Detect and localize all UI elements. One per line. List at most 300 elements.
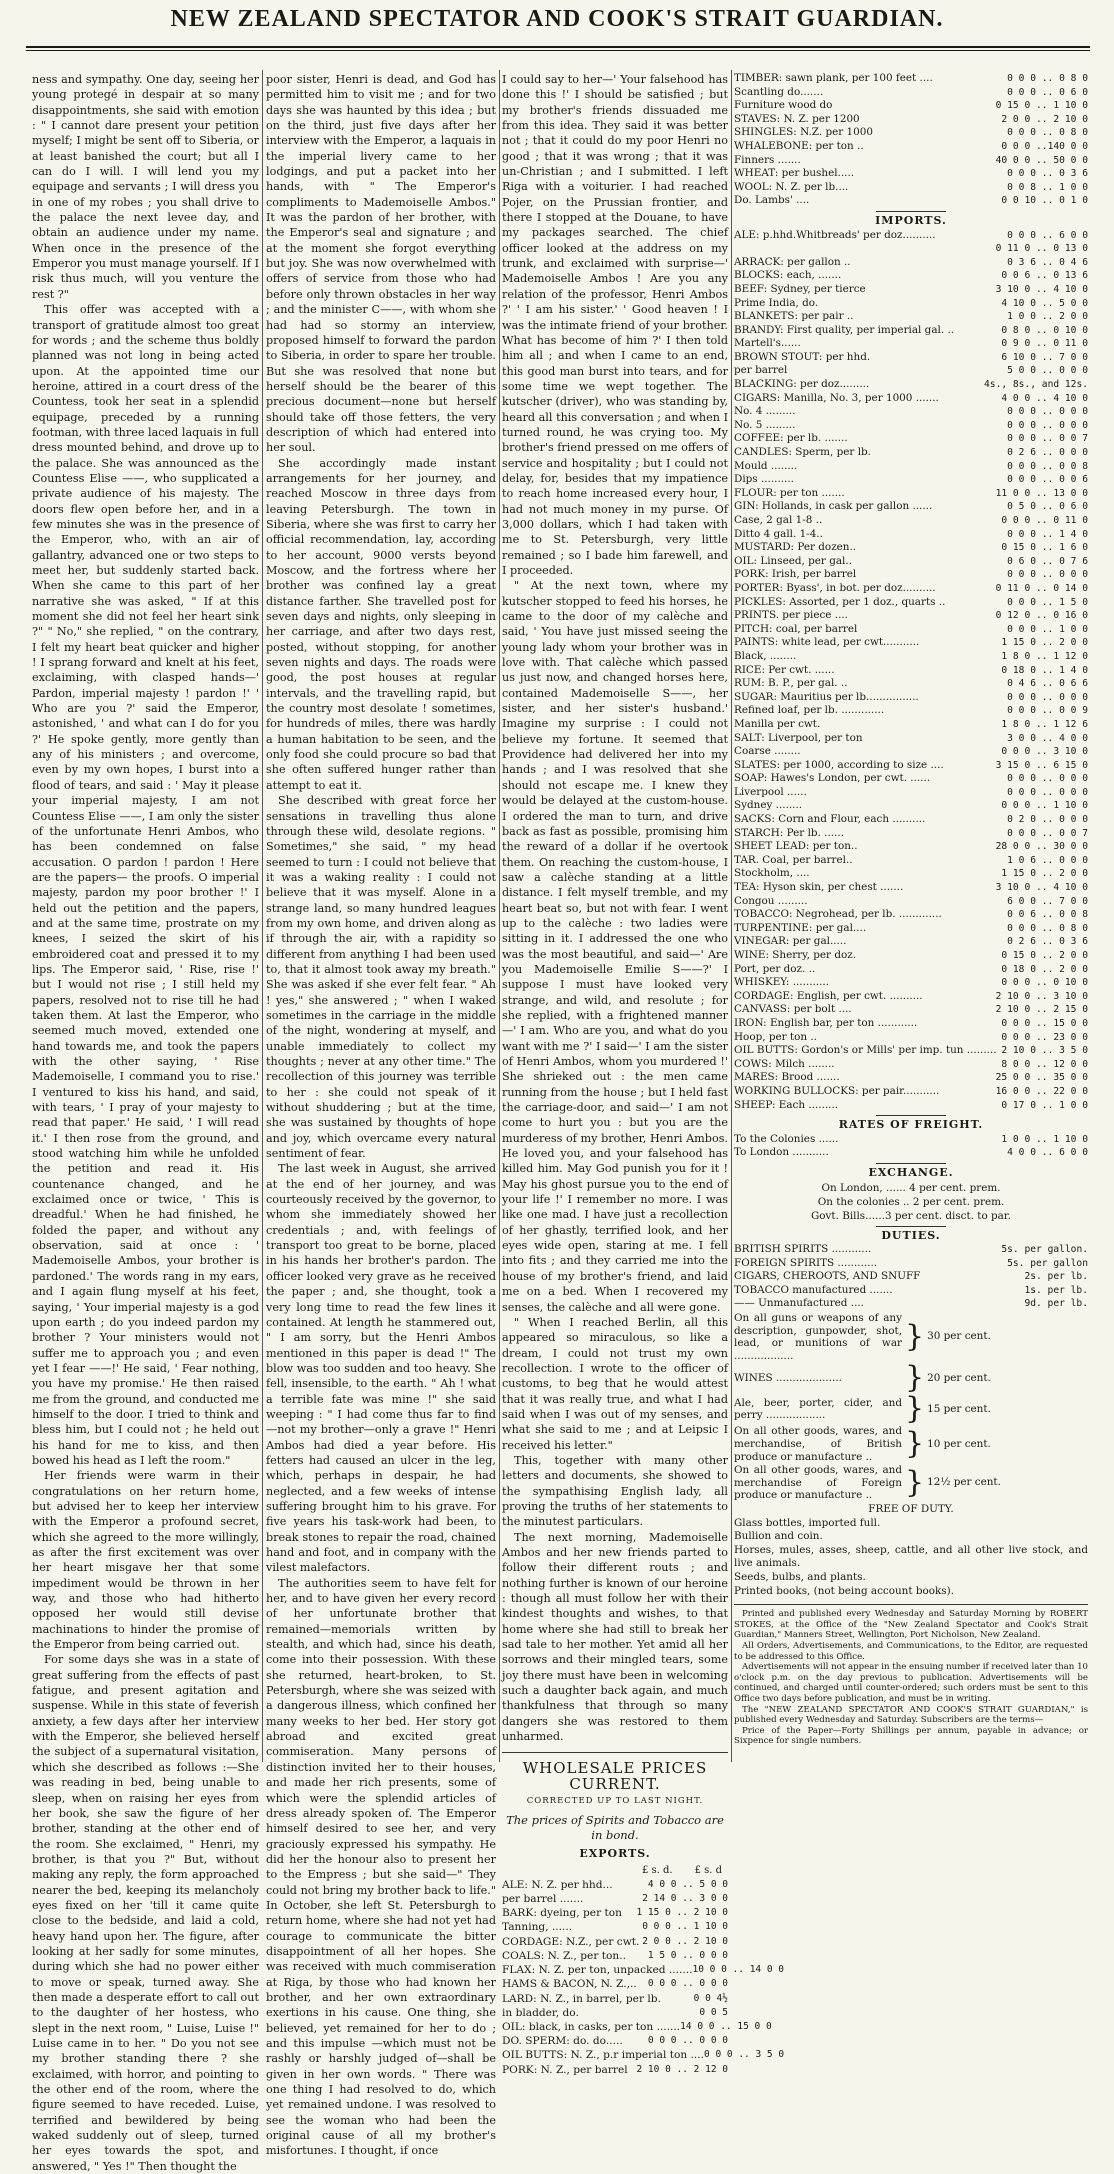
price-value: 0 0 5 bbox=[699, 2006, 728, 2018]
price-value: 0 0 0 .. 15 0 0 bbox=[1001, 1017, 1088, 1029]
price-value: 4 0 0 .. 5 0 0 bbox=[647, 1878, 728, 1890]
price-item: Mould ........ bbox=[734, 459, 798, 472]
price-value: 3 0 0 .. 4 0 0 bbox=[1007, 732, 1088, 744]
price-header bbox=[502, 1863, 728, 1878]
price-value: 0 0 0 .. 1 10 0 bbox=[642, 1921, 728, 1933]
price-value: 1 15 0 .. 2 10 0 bbox=[636, 1907, 728, 1919]
price-value: 2 14 0 .. 3 0 0 bbox=[642, 1893, 728, 1905]
duty-group-label: On all other goods, wares, and merchandise of Foreign produce or manufacture .. bbox=[734, 1464, 902, 1502]
price-header-low: £ s. d. bbox=[641, 1864, 673, 1876]
price-value: 0 0 0 .. 0 6 0 bbox=[1007, 86, 1088, 98]
price-item: OIL: black, in casks, per ton ....... bbox=[502, 2020, 681, 2033]
price-value: 0 0 0 .. 0 10 0 bbox=[1001, 977, 1088, 989]
price-value: 1 0 0 .. 1 10 0 bbox=[1001, 1133, 1088, 1145]
price-value: 0 15 0 .. 1 6 0 bbox=[1001, 542, 1088, 554]
price-item: SALT: Liverpool, per ton bbox=[734, 731, 863, 744]
paragraph: ness and sympathy. One day, seeing her young protegé in despair at so many disappointments, she said with emotion : " I cannot dare present your petition myself; I might be sent off to Siberia, or at least banished the court; but all I can do I will. I will lend you my equipage and servants ; I will dress you in one of my robes ; you shall drive to the palace the next levee day, and obtain an audience under my name. When once in the presence of the Emperor you must manage yourself. If I risk thus much, will you venture the rest ?" bbox=[32, 73, 259, 301]
price-value: 2 10 0 .. 2 12 0 bbox=[636, 2063, 728, 2075]
price-value: 0 5 0 .. 0 6 0 bbox=[1007, 501, 1088, 513]
masthead-rule-bottom bbox=[26, 50, 1090, 51]
price-item: STAVES: N. Z. per 1200 bbox=[734, 112, 860, 125]
price-item: SOAP: Hawes's London, per cwt. ...... bbox=[734, 772, 931, 785]
price-row bbox=[734, 113, 1088, 127]
price-item: Hoop, per ton .. bbox=[734, 1030, 817, 1043]
price-row bbox=[734, 528, 1088, 542]
brace: } bbox=[905, 1465, 925, 1501]
price-item: FLAX: N. Z. per ton, unpacked ....... bbox=[502, 1964, 693, 1977]
price-value: 4 0 0 .. 6 0 0 bbox=[1007, 1147, 1088, 1159]
price-value: 0 0 0 .. 0 0 0 bbox=[647, 1978, 728, 1990]
prices-column bbox=[734, 72, 1088, 1762]
price-value: 0 11 0 .. 0 13 0 bbox=[995, 243, 1088, 255]
duty-group-rate: 20 per cent. bbox=[927, 1371, 991, 1384]
price-value: 0 0 0 .. 0 0 0 bbox=[647, 2035, 728, 2047]
price-row bbox=[734, 351, 1088, 365]
imprint-line: Printed and published every Wednesday and Saturday Morning by ROBERT STOKES, at the Office of the "New Zealand Spectator and Cook's Strait Guardian," Manners Street, Wellington, Port Nicholson, New Zealand. bbox=[734, 1609, 1088, 1641]
price-row bbox=[734, 596, 1088, 610]
price-row bbox=[734, 1243, 1088, 1257]
price-value: 0 0 0 .. 1 5 0 bbox=[1007, 596, 1088, 608]
price-value: 0 0 6 .. 0 0 8 bbox=[1007, 909, 1088, 921]
price-item: BARK: dyeing, per ton bbox=[502, 1907, 622, 1920]
price-row bbox=[734, 167, 1088, 181]
price-item: FOREIGN SPIRITS ............ bbox=[734, 1256, 878, 1269]
price-value: 2 10 0 .. 3 10 0 bbox=[995, 990, 1088, 1002]
price-item: ALE: p.hhd.Whitbreads' per doz.......... bbox=[734, 228, 936, 241]
price-item: MARES: Brood ....... bbox=[734, 1071, 840, 1084]
article-column-1 bbox=[32, 72, 259, 2173]
masthead-rule-top bbox=[26, 46, 1090, 48]
price-row bbox=[734, 1058, 1088, 1072]
exchange-row: On the colonies .. 2 per cent. prem. bbox=[817, 1195, 1005, 1208]
paragraph: She described with great force her sensations in travelling thus alone through these wild, desolate regions. " Sometimes," she said, " my head seemed to turn : I could not believe that it was a waking reality : I could not believe that it was myself. Alone in a strange land, so many hundred leagues from my own home, and driven along as if through the air, with a rapidity so different from anything I had been used to, that it almost took away my breath." She was asked if she ever felt fear. " Ah ! yes," she answered ; " when I waked sometimes in the carriage in the middle of the night, wondering at myself, and unable immediately to collect my thoughts ; never at any other time." The recollection of this journey was terrible to her : she could not speak of it without shuddering ; but at the time, she was sustained by thoughts of hope and joy, which overcame every natural sentiment of fear. bbox=[266, 794, 496, 1161]
price-value: 0 0 0 .. 0 0 7 bbox=[1007, 433, 1088, 445]
exports-heading bbox=[502, 1846, 728, 1861]
price-row bbox=[734, 704, 1088, 718]
paragraph: The authorities seem to have felt for her, and to have given her every record of her unfortunate brother that remained—memorials written by stealth, and which had, since his death, come into their possession. With these she returned, heart-broken, to St. Petersburgh, where she was seized with a dangerous illness, which confined her many weeks to her bed. Her story got abroad and excited great commiseration. Many persons of distinction invited her to their houses, and made her rich presents, some of which were the splendid articles of dress already spoken of. The Emperor himself desired to see her, and very graciously expressed his sympathy. He did her the honour also to present her to the Empress ; but she said—" They could not bring my brother back to life." In October, she left St. Petersburgh to return home, where she had not yet had courage to communicate the bitter disappointment of all her hopes. She was received with much commiseration at Riga, by those who had known her brother, and her own extraordinary exertions in his cause. One thing, she believed, yet remained for her to do ; and this impulse —which must not be rashly or harshly judged of—shall be given in her own words. " There was one thing I had resolved to do, which yet remained undone. I was resolved to see the woman who had been the original cause of all my brother's misfortunes. I thought, if once bbox=[266, 1576, 496, 2158]
section-title: WHOLESALE PRICES CURRENT. bbox=[522, 1759, 708, 1793]
price-value: 5s. per gallon. bbox=[1001, 1244, 1088, 1256]
price-item: BRANDY: First quality, per imperial gal. .. bbox=[734, 323, 955, 336]
price-row bbox=[734, 432, 1088, 446]
price-row bbox=[734, 194, 1088, 208]
price-value: 0 0 0 .. 1 0 0 bbox=[1007, 623, 1088, 635]
free-list bbox=[734, 1517, 1088, 1599]
freight-title: RATES OF FREIGHT. bbox=[838, 1118, 984, 1132]
price-row bbox=[734, 854, 1088, 868]
price-row bbox=[734, 1257, 1088, 1271]
paragraph: This, together with many other letters and documents, she showed to the sympathising English lady, all proving the truths of her statements to the minutest particulars. bbox=[502, 1453, 728, 1529]
price-item: SHINGLES: N.Z. per 1000 bbox=[734, 126, 873, 139]
price-value: 0 0 0 .. 0 0 8 bbox=[1007, 460, 1088, 472]
price-value: 2 10 0 .. 3 5 0 bbox=[1001, 1045, 1088, 1057]
price-item: SUGAR: Mauritius per lb................ bbox=[734, 690, 919, 703]
price-item: To London ........... bbox=[734, 1146, 829, 1159]
price-item: WINE: Sherry, per doz. bbox=[734, 949, 857, 961]
paragraph: poor sister, Henri is dead, and God has permitted him to visit me ; and for two days she was haunted by this idea ; but on the third, just five days after her interview with the Emperor, a laquais in the imperial livery came to her lodgings, and put a packet into her hands, with " The Emperor's compliments to Mademoiselle Ambos." It was the pardon of her brother, with the Emperor's seal and signature ; and at the moment she forgot everything but joy. She was now overwhelmed with offers of service from those who had before only thrown obstacles in her way ; and the minister C——, with whom she had had so stormy an interview, proposed himself to forward the pardon to Siberia, in order to spare her trouble. But she was resolved that none but herself should be the bearer of this precious document—none but herself should take off those fetters, the very description of which had entered into her soul. bbox=[266, 73, 496, 455]
duty-group-rate: 10 per cent. bbox=[927, 1437, 991, 1450]
price-row bbox=[734, 1044, 1088, 1058]
price-value: 11 0 0 .. 13 0 0 bbox=[995, 487, 1088, 499]
price-item: Case, 2 gal 1-8 .. bbox=[734, 514, 823, 526]
price-value: 0 2 6 .. 0 3 6 bbox=[1007, 936, 1088, 948]
exchange-heading bbox=[734, 1163, 1088, 1180]
free-item: Seeds, bulbs, and plants. bbox=[734, 1570, 866, 1583]
free-item: Bullion and coin. bbox=[734, 1530, 823, 1543]
duty-group bbox=[734, 1464, 1088, 1502]
paragraph: The next morning, Mademoiselle Ambos and her new friends parted to follow their different routs ; and nothing further is known of our heroine : though all must follow her with their kindest thoughts and wishes, to that home where she had still to break her sad tale to her mother. Yet amid all her sorrows and their mingled tears, some joy there must have been in welcoming such a daughter back again, and much thankfulness that through so many dangers she was restored to them unharmed. bbox=[502, 1530, 728, 1744]
price-value: 1 15 0 .. 2 0 0 bbox=[1001, 637, 1088, 649]
price-item: PAINTS: white lead, per cwt........... bbox=[734, 636, 920, 649]
price-row bbox=[734, 623, 1088, 637]
price-value: 0 0 0 .. 0 0 0 bbox=[1007, 569, 1088, 581]
price-value: 0 12 0 .. 0 16 0 bbox=[995, 610, 1088, 622]
price-value: 0 0 0 .. 0 0 0 bbox=[1007, 773, 1088, 785]
free-item: Horses, mules, asses, sheep, cattle, and all other live stock, and live animals. bbox=[734, 1543, 1088, 1570]
price-row bbox=[734, 72, 1088, 86]
price-item: PITCH: coal, per barrel bbox=[734, 622, 858, 635]
price-value: 0 0 0 .. 23 0 0 bbox=[1001, 1031, 1088, 1043]
exports-title: EXPORTS. bbox=[579, 1847, 651, 1861]
price-value: 0 0 0 .. 1 10 0 bbox=[1001, 800, 1088, 812]
price-row bbox=[734, 555, 1088, 569]
price-value: 4 10 0 .. 5 0 0 bbox=[1001, 297, 1088, 309]
duty-group-rate: 30 per cent. bbox=[927, 1330, 991, 1343]
price-value: 0 18 0 .. 1 4 0 bbox=[1001, 664, 1088, 676]
price-value: 0 8 0 .. 0 10 0 bbox=[1001, 324, 1088, 336]
price-row bbox=[734, 1017, 1088, 1031]
price-value: 0 0 0 .. 0 11 0 bbox=[1001, 515, 1088, 526]
price-row bbox=[734, 1270, 1088, 1284]
price-row bbox=[734, 636, 1088, 650]
price-row bbox=[734, 487, 1088, 501]
price-item: Sydney ........ bbox=[734, 799, 803, 812]
price-item: Dips .......... bbox=[734, 473, 794, 486]
duty-group-rate: 12½ per cent. bbox=[927, 1476, 1001, 1489]
price-value: 0 18 0 .. 2 0 0 bbox=[1001, 963, 1088, 975]
price-row bbox=[734, 140, 1088, 154]
price-item: Tanning, ...... bbox=[502, 1921, 573, 1934]
price-row bbox=[734, 609, 1088, 623]
price-row bbox=[734, 867, 1088, 881]
price-item: TIMBER: sawn plank, per 100 feet .... bbox=[734, 72, 933, 84]
price-value: 0 0 0 .. 0 0 6 bbox=[1007, 474, 1088, 486]
exchange-list bbox=[734, 1181, 1088, 1223]
price-row bbox=[734, 283, 1088, 297]
price-row bbox=[502, 1949, 728, 1963]
price-item: TOBACCO: Negrohead, per lb. ............. bbox=[734, 908, 942, 921]
price-row bbox=[502, 1992, 728, 2006]
column-rule bbox=[262, 70, 263, 1762]
price-value: 0 0 8 .. 1 0 0 bbox=[1007, 181, 1088, 193]
duties-title: DUTIES. bbox=[881, 1228, 941, 1242]
price-item: Black, ........ bbox=[734, 649, 797, 662]
price-row bbox=[734, 976, 1088, 990]
price-row bbox=[734, 256, 1088, 270]
price-item: MUSTARD: Per dozen.. bbox=[734, 541, 857, 554]
price-value: 0 0 0 .. 3 10 0 bbox=[1001, 746, 1088, 758]
price-item: RUM: B. P., per gal. .. bbox=[734, 677, 848, 690]
section-subtitle: CORRECTED UP TO LAST NIGHT. bbox=[526, 1796, 704, 1807]
price-value: 28 0 0 .. 30 0 0 bbox=[995, 841, 1088, 853]
price-row bbox=[734, 813, 1088, 827]
price-row bbox=[734, 895, 1088, 909]
price-item: RICE: Per cwt. ...... bbox=[734, 663, 835, 676]
price-row bbox=[734, 460, 1088, 474]
price-row bbox=[502, 1935, 728, 1949]
price-row bbox=[734, 405, 1088, 419]
price-row bbox=[502, 2006, 728, 2020]
price-row bbox=[734, 181, 1088, 195]
price-item: SHEEP: Each ......... bbox=[734, 1098, 839, 1111]
price-value: 3 10 0 .. 4 10 0 bbox=[995, 283, 1088, 295]
price-row bbox=[734, 759, 1088, 773]
column-rule bbox=[731, 70, 732, 1762]
masthead: NEW ZEALAND SPECTATOR AND COOK'S STRAIT GUARDIAN. bbox=[170, 6, 944, 32]
price-item: COWS: Milch ........ bbox=[734, 1057, 835, 1070]
paragraph: " When I reached Berlin, all this appeared so miraculous, so like a dream, I could not trust my own recollection. I wrote to the officer of customs, to beg that he would attest that it was really true, and what I had said when I was out of my senses, and what she said to me ; and at Leipsic I received his letter." bbox=[502, 1315, 728, 1452]
price-value: 1 8 0 .. 1 12 0 bbox=[1001, 650, 1088, 662]
price-item: COALS: N. Z., per ton.. bbox=[502, 1949, 626, 1962]
price-row bbox=[734, 1003, 1088, 1017]
free-item: Printed books, (not being account books). bbox=[734, 1584, 954, 1597]
price-value: 0 17 0 .. 1 0 0 bbox=[1001, 1099, 1088, 1111]
price-row bbox=[734, 745, 1088, 759]
price-item: OIL BUTTS: N. Z., p.r imperial ton .... bbox=[502, 2049, 704, 2062]
duty-group-rate: 15 per cent. bbox=[927, 1402, 991, 1415]
exchange-row: Govt. Bills......3 per cent. disct. to par. bbox=[810, 1209, 1011, 1222]
price-row bbox=[502, 1906, 728, 1920]
price-item: Stockholm, .... bbox=[734, 867, 810, 880]
price-value: 25 0 0 .. 35 0 0 bbox=[995, 1072, 1088, 1084]
price-value: 1 0 0 .. 2 0 0 bbox=[1007, 311, 1088, 323]
price-item: VINEGAR: per gal..... bbox=[734, 935, 847, 948]
price-item: OIL: Linseed, per gal.. bbox=[734, 554, 852, 567]
price-row bbox=[734, 419, 1088, 433]
article-column-2 bbox=[266, 72, 496, 2158]
price-row bbox=[734, 827, 1088, 841]
price-value: 1s. per lb. bbox=[1024, 1284, 1088, 1296]
price-item: BEEF: Sydney, per tierce bbox=[734, 282, 866, 295]
brace: } bbox=[905, 1426, 925, 1462]
brace: } bbox=[905, 1319, 925, 1355]
price-item: ALE: N. Z. per hhd... bbox=[502, 1878, 613, 1891]
price-value: 0 0 0 .. 0 0 7 bbox=[1007, 827, 1088, 839]
price-item: CIGARS, CHEROOTS, AND SNUFF bbox=[734, 1270, 921, 1283]
price-value: 8 0 0 .. 12 0 0 bbox=[1001, 1058, 1088, 1070]
duty-group bbox=[734, 1360, 1088, 1396]
price-value: 0 6 0 .. 0 7 6 bbox=[1007, 555, 1088, 567]
duty-group bbox=[734, 1391, 1088, 1427]
paragraph: Her friends were warm in their congratulations on her return home, but advised her to keep her interview with the Emperor a profound secret, which she agreed to the more willingly, as after the first excitement was over her heart misgave her that some impediment would be thrown in her way, and those who had hitherto opposed her would still devise machinations to hinder the promise of the Emperor from being carried out. bbox=[32, 1469, 259, 1652]
duties-heading bbox=[734, 1226, 1088, 1243]
price-item: BLOCKS: each, ....... bbox=[734, 269, 842, 282]
price-value: 0 2 6 .. 0 0 0 bbox=[1007, 447, 1088, 459]
paragraph: This offer was accepted with a transport of gratitude almost too great for words ; and the scheme thus boldly planned was not long in being acted upon. At the appointed time our heroine, attired in a court dress of the Countess, took her seat in a splendid equipage, preceded by a running footman, with three laced laquais in full dress mounted behind, and drove up to the palace. She was announced as the Countess Elise ——, who supplicated a private audience of his majesty. The doors flew open before her, and in a few minutes she was in the presence of the Emperor, who, with an air of gallantry, advanced one or two steps to meet her, but suddenly started back. When she came to this part of her narrative she was asked, " If at this moment she did not feel her heart sink ?" " No," she replied, " on the contrary, I felt my heart beat quicker and higher ! I sprang forward and knelt at his feet, exclaiming, with clasped hands—' Pardon, imperial majesty ! pardon !' ' Who are you ?' said the Emperor, astonished, ' and what can I do for you ?' He spoke gently, more gently than any of his ministers ; and overcome, even by my own hopes, I burst into a flood of tears, and said : ' May it please your imperial majesty, I am not Countess Elise ——, I am only the sister of the unfortunate Henri Ambos, who has been condemned on false accusation. O pardon ! pardon ! Here are the papers— the proofs. O imperial majesty, pardon my poor brother !' I held out the petition and the papers, and at the same time, prostrate on my knees, I seized the skirt of his embroidered coat and pressed it to my lips. The Emperor said, ' Rise, rise !' but I would not rise ; I still held my papers, resolved not to rise till he had taken them. At last the Emperor, who seemed much moved, extended one hand towards me, and took the papers with the other saying, ' Rise Mademoiselle, I command you to rise.' I ventured to kiss his hand, and said, with tears, ' I pray of your majesty to read that paper.' He said, ' I will read it.' I then rose from the ground, and stood watching him while he unfolded the petition and read it. His countenance changed, and he exclaimed once or twice, ' This is dreadful.' When he had finished, he folded the paper, and without any observation, said at once : ' Mademoiselle Ambos, your brother is pardoned.' The words rang in my ears, and I again flung myself at his feet, saying, ' Your imperial majesty is a god upon earth ; do you indeed pardon my brother ? Your ministers would not suffer me to approach you ; and even yet I fear ——!' He said, ' Fear nothing, you have my promise.' He then raised me from the ground, and conducted me himself to the door. I tried to think and bless him, but I could not ; he held out his hand for me to kiss, and then bowed his head as I left the room." bbox=[32, 303, 259, 1467]
price-row bbox=[734, 473, 1088, 487]
free-item: Glass bottles, imported full. bbox=[734, 1516, 881, 1529]
price-row bbox=[734, 582, 1088, 596]
price-row bbox=[734, 446, 1088, 460]
price-row bbox=[734, 378, 1088, 392]
freight-list bbox=[734, 1133, 1088, 1160]
price-row bbox=[734, 310, 1088, 324]
price-item: SLATES: per 1000, according to size .... bbox=[734, 758, 944, 771]
price-item: HAMS & BACON, N. Z.,.. bbox=[502, 1978, 637, 1991]
price-header-high: £ s. d bbox=[694, 1864, 722, 1876]
section-note: The prices of Spirits and Tobacco are in bond. bbox=[506, 1812, 724, 1842]
brace: } bbox=[905, 1391, 925, 1427]
price-item: Martell's...... bbox=[734, 337, 801, 350]
price-item: WHALEBONE: per ton .. bbox=[734, 139, 864, 152]
price-item: PORTER: Byass', in bot. per doz.......... bbox=[734, 581, 936, 594]
price-value: 0 0 0 ..140 0 0 bbox=[1001, 140, 1088, 152]
duty-group-label: Ale, beer, porter, cider, and perry .................. bbox=[734, 1396, 902, 1422]
duty-groups bbox=[734, 1312, 1088, 1502]
price-row bbox=[734, 922, 1088, 936]
price-value: 0 0 0 .. 0 8 0 bbox=[1007, 127, 1088, 139]
price-value: 16 0 0 .. 22 0 0 bbox=[995, 1085, 1088, 1097]
price-item: SHEET LEAD: per ton.. bbox=[734, 840, 858, 853]
price-item: TEA: Hyson skin, per chest ....... bbox=[734, 881, 904, 894]
price-item: CIGARS: Manilla, No. 3, per 1000 ....... bbox=[734, 391, 939, 404]
price-value: 1 8 0 .. 1 12 6 bbox=[1001, 718, 1088, 730]
price-value: 10 0 0 .. 14 0 0 bbox=[692, 1964, 785, 1976]
price-value: 0 0 0 .. 6 0 0 bbox=[1007, 229, 1088, 241]
price-item: TAR. Coal, per barrel.. bbox=[734, 853, 853, 866]
brace: } bbox=[905, 1360, 925, 1396]
price-item: GIN: Hollands, in cask per gallon ...... bbox=[734, 500, 933, 513]
price-item: LARD: N. Z., in barrel, per lb. bbox=[502, 1992, 661, 2005]
duty-group-label: On all guns or weapons of any description, gunpowder, shot, lead, or munitions of war .................. bbox=[734, 1312, 902, 1362]
price-row bbox=[734, 269, 1088, 283]
imports-list bbox=[734, 229, 1088, 1113]
price-item: OIL BUTTS: Gordon's or Mills' per imp. tun ......... bbox=[734, 1044, 997, 1057]
price-row bbox=[734, 337, 1088, 351]
free-of-duty-heading: FREE OF DUTY. bbox=[868, 1503, 954, 1515]
price-value: 1 0 6 .. 0 0 0 bbox=[1007, 854, 1088, 866]
price-row bbox=[734, 500, 1088, 514]
price-row bbox=[734, 772, 1088, 786]
price-item: Coarse ........ bbox=[734, 745, 801, 758]
price-row bbox=[502, 1963, 785, 1977]
price-item: WORKING BULLOCKS: per pair........... bbox=[734, 1084, 940, 1097]
price-row bbox=[734, 963, 1088, 977]
price-value: 0 2 0 .. 0 0 0 bbox=[1007, 814, 1088, 826]
price-item: CANDLES: Sperm, per lb. bbox=[734, 446, 871, 459]
price-row bbox=[734, 1133, 1088, 1147]
paragraph: The last week in August, she arrived at the end of her journey, and was courteously received by the governor, to whom she immediately showed her credentials ; and, with feelings of transport too great to be borne, placed in his hands her brother's pardon. The officer looked very grave as he received the paper ; and, she thought, took a very long time to read the few lines it contained. At length he stammered out, " I am sorry, but the Henri Ambos mentioned in this paper is dead !" The blow was too sudden and too heavy. She fell, insensible, to the earth. " Ah ! what a terrible fate was mine !" she said weeping : " I had come thus far to find —not my brother—only a grave !" Henri Ambos had died a year before. His fetters had caused an ulcer in the leg, which, perhaps in despair, he had neglected, and a few weeks of intense suffering brought him to his grave. For five years his task-work had been, to break stones to repair the road, chained hand and foot, and in company with the vilest malefactors. bbox=[266, 1162, 496, 1575]
price-row bbox=[734, 126, 1088, 140]
price-item: Finners ....... bbox=[734, 153, 801, 166]
price-value: 5s. per gallon bbox=[1007, 1257, 1088, 1269]
price-value: 0 11 0 .. 0 14 0 bbox=[995, 582, 1088, 594]
price-row bbox=[734, 650, 1088, 664]
price-row bbox=[734, 541, 1088, 555]
price-row bbox=[734, 677, 1088, 691]
price-value: 0 0 0 .. 0 0 0 bbox=[1007, 786, 1088, 798]
price-row bbox=[734, 664, 1088, 678]
duty-group-label: WINES .................... bbox=[734, 1372, 842, 1385]
price-value: 2 0 0 .. 2 10 0 bbox=[642, 1935, 728, 1947]
price-item: TURPENTINE: per gal.... bbox=[734, 921, 867, 934]
price-item: Ditto 4 gall. 1-4.. bbox=[734, 527, 823, 540]
price-item: WHEAT: per bushel..... bbox=[734, 167, 855, 180]
price-row bbox=[502, 1878, 728, 1892]
price-value: 0 0 0 .. 0 8 0 bbox=[1007, 73, 1088, 84]
exports-list bbox=[502, 1878, 785, 2077]
price-value: 1 15 0 .. 2 0 0 bbox=[1001, 868, 1088, 880]
price-item: WOOL: N. Z. per lb.... bbox=[734, 180, 849, 193]
price-row bbox=[734, 1071, 1088, 1085]
price-item: Refined loaf, per lb. ............. bbox=[734, 704, 885, 717]
price-value: 0 0 6 .. 0 13 6 bbox=[1001, 270, 1088, 282]
price-value: 0 0 0 .. 0 0 0 bbox=[1007, 691, 1088, 703]
paragraph: I could say to her—' Your falsehood has done this !' I should be satisfied ; but my brother's friends dissuaded me from this idea. They said it was better not ; that it could do my poor Henri no good ; that it was wrong ; that it was un-Christian ; and I submitted. I left Riga with a voiturier. I had reached Pojer, on the Prussian frontier, and there I stopped at the Douane, to have my packages searched. The chief officer looked at the address on my trunk, and exclaimed with surprise—' Mademoiselle Ambos ! Are you any relation of the professor, Henri Ambos ?' ' I am his sister.' ' Good heaven ! I was the intimate friend of your brother. What has become of him ?' I then told him all ; and when I came to an end, this good man burst into tears, and for some time we wept together. The kutscher (driver), who was standing by, heard all this conversation ; and when I turned round, he was crying too. My brother's friend pressed on me offers of service and hospitality ; but I could not delay, for, besides that my impatience to reach home increased every hour, I had not much money in my purse. Of 3,000 dollars, which I had taken with me to St. Petersburgh, very little remained ; so I bade him farewell, and I proceeded. bbox=[502, 73, 728, 577]
price-row bbox=[734, 786, 1088, 800]
price-value: 3 10 0 .. 4 10 0 bbox=[995, 882, 1088, 894]
price-value: 0 0 0 .. 0 0 0 bbox=[1007, 419, 1088, 431]
price-row bbox=[734, 949, 1088, 963]
price-row bbox=[734, 86, 1088, 100]
price-item: per barrel ....... bbox=[502, 1893, 584, 1906]
price-value: 0 3 6 .. 0 4 6 bbox=[1007, 256, 1088, 268]
price-value: 2 0 0 .. 2 10 0 bbox=[1001, 113, 1088, 125]
price-value: 14 0 0 .. 15 0 0 bbox=[680, 2020, 772, 2032]
price-value: 3 15 0 .. 6 15 0 bbox=[995, 759, 1088, 771]
price-value: 5 0 0 .. 0 0 0 bbox=[1007, 365, 1088, 377]
price-item: BLACKING: per doz......... bbox=[734, 378, 870, 391]
price-value: 0 0 0 .. 0 0 9 bbox=[1007, 705, 1088, 717]
price-item: Congou ......... bbox=[734, 894, 808, 907]
price-item: No. 4 ......... bbox=[734, 405, 796, 418]
export-prices-continued bbox=[734, 72, 1088, 208]
price-item: Scantling do....... bbox=[734, 85, 824, 98]
price-row bbox=[502, 1920, 728, 1934]
price-row bbox=[734, 990, 1088, 1004]
price-value: 0 0 0 .. 0 3 6 bbox=[1007, 168, 1088, 180]
price-item: PORK: Irish, per barrel bbox=[734, 568, 857, 581]
price-row bbox=[734, 514, 1088, 528]
price-row bbox=[734, 908, 1088, 922]
price-value: 6 10 0 .. 7 0 0 bbox=[1001, 351, 1088, 363]
price-item: PRINTS. per piece .... bbox=[734, 609, 848, 622]
price-row bbox=[734, 568, 1088, 582]
price-row bbox=[734, 799, 1088, 813]
duty-group-label: On all other goods, wares, and merchandise, of British produce or manufacture .. bbox=[734, 1425, 902, 1463]
imports-heading bbox=[734, 211, 1088, 228]
price-item: Do. Lambs' .... bbox=[734, 194, 810, 207]
price-item: Prime India, do. bbox=[734, 296, 819, 309]
price-row bbox=[734, 392, 1088, 406]
price-item: SACKS: Corn and Flour, each .......... bbox=[734, 813, 926, 826]
price-row bbox=[734, 691, 1088, 705]
imprint-line: All Orders, Advertisements, and Communications, to the Editor, are requested to be addressed to this Office. bbox=[734, 1640, 1088, 1662]
price-value: 0 0 0 .. 0 0 0 bbox=[1007, 406, 1088, 418]
price-value: 0 9 0 .. 0 11 0 bbox=[1001, 338, 1088, 350]
duty-group bbox=[734, 1312, 1088, 1362]
price-item: To the Colonies ...... bbox=[734, 1132, 839, 1145]
price-item: FLOUR: per ton ....... bbox=[734, 486, 845, 499]
price-item: TOBACCO manufactured ....... bbox=[734, 1283, 893, 1296]
price-value: 2 10 0 .. 2 15 0 bbox=[995, 1004, 1088, 1016]
price-row bbox=[734, 229, 1088, 243]
price-value: 1 5 0 .. 0 0 0 bbox=[647, 1949, 728, 1961]
exchange-row: On London, ...... 4 per cent. prem. bbox=[821, 1181, 1001, 1194]
duties-list bbox=[734, 1243, 1088, 1311]
imprint-line: Advertisements will not appear in the ensuing number if received later than 10 o'clock p.m. on the day previous to publication. Advertisements will be continued, and charged until counter-ordered; such orders must be sent to this Office two days before publication, and must be in writing. bbox=[734, 1662, 1089, 1704]
price-row bbox=[734, 1297, 1088, 1311]
